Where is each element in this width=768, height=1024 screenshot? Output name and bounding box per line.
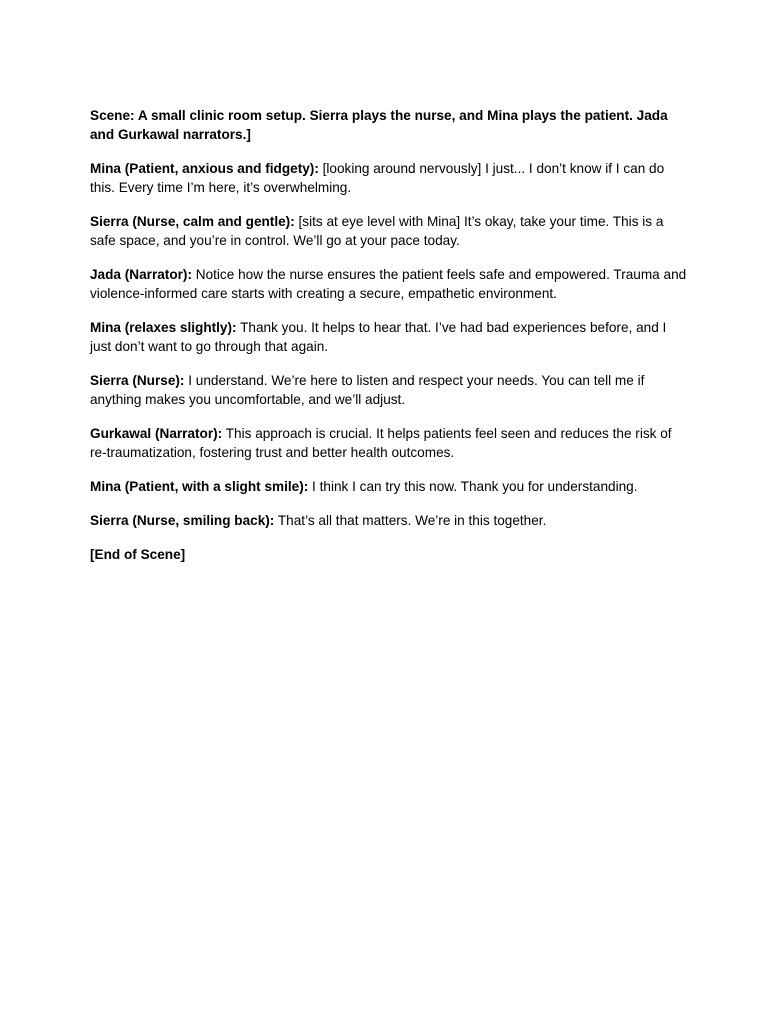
dialogue-line-mina-2: [90, 318, 688, 356]
speaker-label: Sierra (Nurse):: [90, 373, 185, 388]
scene-intro: Scene: A small clinic room setup. Sierra plays the nurse, and Mina plays the patient. Jada and Gurkawal narrators.]: [90, 108, 668, 142]
dialogue-line-jada-1: [90, 265, 688, 303]
document-page: [90, 106, 688, 579]
speaker-label: Gurkawal (Narrator):: [90, 426, 223, 441]
scene-end: [End of Scene]: [90, 547, 186, 562]
dialogue-line-sierra-2: [90, 371, 688, 409]
dialogue-line-gurkawal-1: [90, 424, 688, 462]
dialogue-text: Notice how the nurse ensures the patient feels safe and empowered. Trauma and violence-informed care starts with creating a secure, empathetic environment.: [90, 267, 687, 301]
speaker-label: Jada (Narrator):: [90, 267, 192, 282]
speaker-label: Sierra (Nurse, calm and gentle):: [90, 214, 295, 229]
dialogue-text: This approach is crucial. It helps patients feel seen and reduces the risk of re-traumatization, fostering trust and better health outcomes.: [90, 426, 672, 460]
dialogue-text: [sits at eye level with Mina] It’s okay, take your time. This is a safe space, and you’re in control. We’ll go at your pace today.: [90, 214, 664, 248]
dialogue-line-mina-3: [90, 477, 688, 496]
dialogue-text: That’s all that matters. We’re in this together.: [274, 513, 547, 528]
speaker-label: Mina (relaxes slightly):: [90, 320, 237, 335]
speaker-label: Mina (Patient, with a slight smile):: [90, 479, 309, 494]
dialogue-line-sierra-1: [90, 212, 688, 250]
dialogue-text: Thank you. It helps to hear that. I’ve had bad experiences before, and I just don’t want to go through that again.: [90, 320, 667, 354]
dialogue-line-mina-1: [90, 159, 688, 197]
dialogue-text: [looking around nervously] I just... I don’t know if I can do this. Every time I’m here, it’s overwhelming.: [90, 161, 665, 195]
speaker-label: Sierra (Nurse, smiling back):: [90, 513, 275, 528]
dialogue-text: I think I can try this now. Thank you for understanding.: [308, 479, 638, 494]
dialogue-text: I understand. We’re here to listen and respect your needs. You can tell me if anything makes you uncomfortable, and we’ll adjust.: [90, 373, 645, 407]
speaker-label: Mina (Patient, anxious and fidgety):: [90, 161, 319, 176]
dialogue-line-sierra-3: [90, 511, 688, 530]
